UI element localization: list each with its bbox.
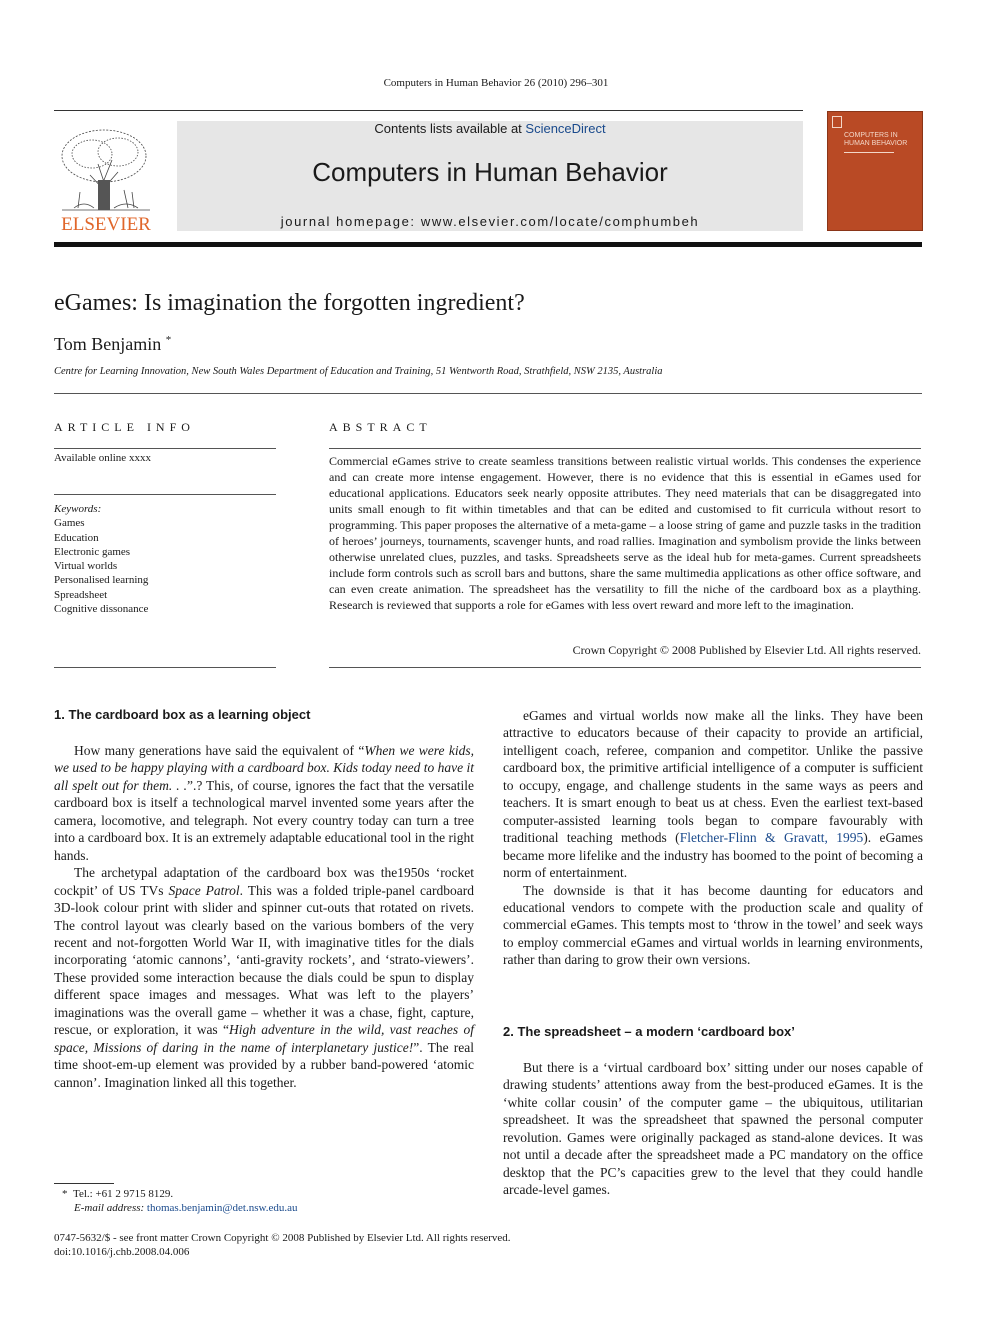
author-name: Tom Benjamin [54, 334, 162, 354]
abstract-copyright: Crown Copyright © 2008 Published by Elsevier Ltd. All rights reserved. [572, 643, 921, 657]
keyword-item: Spreadsheet [54, 588, 108, 601]
article-info-rule [54, 448, 276, 449]
contents-line [177, 121, 803, 136]
author-footnote [62, 1187, 297, 1215]
elsevier-logo [54, 120, 158, 232]
article-title: eGames: Is imagination the forgotten ingredient? [54, 290, 525, 316]
abstract-rule [329, 448, 921, 449]
keyword-item: Education [54, 531, 99, 544]
elsevier-tree-icon [54, 120, 158, 232]
article-info-rule [54, 494, 276, 495]
journal-homepage [177, 214, 803, 229]
journal-reference: Computers in Human Behavior 26 (2010) 296–301 [383, 77, 609, 89]
body-paragraph: How many generations have said the equivalent of “When we were kids, we used to be happy playing with a cardboard box. Kids today need to have it all spelt out for them. . .”.? This, of course, ignores the fact that the versatile cardboard box is itself a technological marvel invented some years after the camera, locomotive, and telegraph. Not every country today can turn a tree into a cardboard box. It is an extremely adaptable educational tool in the right hands. [54, 743, 474, 863]
footnote-mark: * [62, 1188, 68, 1200]
keywords-label: Keywords: [54, 503, 102, 515]
body-paragraph: But there is a ‘virtual cardboard box’ sitting under our noses capable of drawing students’ attentions away from the best-produced eGames. It is the ‘white collar cousin’ of the computer game – the ubiquitous, utilitarian spreadsheet. It was the spreadsheet that spawned the personal computer revolution. Games were originally packaged as stand-alone devices. It was not until a decade after the spreadsheet made a PC mandatory on the office desktop that the PC’s capacities grew to the level that they could handle arcade-level games. [503, 1060, 923, 1198]
article-info-rule [54, 667, 276, 668]
keyword-item: Games [54, 517, 85, 530]
abstract-rule [329, 667, 921, 668]
footnote-rule [54, 1183, 114, 1184]
elsevier-wordmark: ELSEVIER [61, 214, 151, 232]
author-affiliation: Centre for Learning Innovation, New South Wales Department of Education and Training, 51 Wentworth Road, Strathfield, NSW 2135, Australia [54, 366, 663, 377]
page-footer [54, 1231, 511, 1259]
footnote-tel: Tel.: +61 2 9715 8129. [73, 1188, 174, 1200]
abstract-heading: ABSTRACT [329, 420, 432, 434]
available-online: Available online xxxx [54, 452, 151, 464]
affiliation-rule [54, 393, 922, 394]
keyword-item: Electronic games [54, 545, 131, 558]
body-column-left [54, 742, 474, 1091]
journal-header-box [177, 121, 803, 231]
footer-doi[interactable]: doi:10.1016/j.chb.2008.04.006 [54, 1246, 190, 1258]
section-heading: 2. The spreadsheet – a modern ‘cardboard box’ [503, 1024, 795, 1039]
email-link[interactable]: thomas.benjamin@det.nsw.edu.au [146, 1202, 298, 1214]
keyword-item: Cognitive dissonance [54, 603, 149, 616]
article-info-heading: ARTICLE INFO [54, 420, 195, 434]
body-column-right [503, 1059, 923, 1199]
body-paragraph: eGames and virtual worlds now make all the links. They have been attractive to educators because of their capacity to provide an artificial, intelligent coach, referee, companion and competitor. Unlike the passive cardboard box, the primitive artificial intelligence of a computer is sufficient to occupy, engage, and challenge students in the same ways as peers and teachers. It is smart enough to beat us at chess. Even the earliest text-based computer-assisted learning tools began to compare favourably with traditional teaching methods (Fletcher-Flinn & Gravatt, 1995). eGames became more lifelike and the industry has boomed to the point of becoming a norm of entertainment. [503, 708, 924, 881]
keyword-item: Personalised learning [54, 574, 149, 587]
homepage-label: journal homepage: [280, 214, 421, 229]
keyword-item: Virtual worlds [54, 560, 118, 573]
cover-divider [844, 152, 894, 153]
body-column-right [503, 707, 923, 969]
author-line [54, 334, 171, 355]
author-footnote-mark[interactable]: * [165, 334, 172, 346]
header-thick-rule [54, 242, 922, 247]
citation-link[interactable]: Fletcher-Flinn & Gravatt, 1995 [679, 830, 864, 846]
homepage-url[interactable]: www.elsevier.com/locate/comphumbeh [420, 214, 700, 229]
contents-prefix: Contents lists available at [374, 121, 526, 136]
section-heading: 1. The cardboard box as a learning object [54, 707, 311, 722]
abstract-text: Commercial eGames strive to create seamless transitions between realistic virtual worlds. This condenses the experience and can create more intense engagement. However, there is no evidence that this is essential in eGames used for educational applications. Educators seek nearly opposite attributes. They need materials that can be disaggregated into units small enough to fit within timetables and that can be edited and customised to fit curricula without resort to programming. This paper proposes the alternative of a meta-game – a loose string of game and puzzle tasks in the tradition of heroes’ journeys, tournaments, scavenger hunts, and road rallies. Imagination and symbolism provide the links between otherwise unrelated clues, puzzles, and tasks. Spreadsheets serve as the ideal hub for meta-games. Current spreadsheets include form controls such as scroll bars and buttons, share the same multimedia applications as other office software, and can even create animation. The spreadsheet has the versatility to fill the niche of the cardboard box as a plaything. Research is reviewed that supports a role for eGames with less overt reward and more left to the imagination. [329, 454, 921, 612]
cover-title: COMPUTERS IN HUMAN BEHAVIOR [844, 132, 908, 147]
cover-emblem-icon [832, 116, 842, 128]
footer-issn: 0747-5632/$ - see front matter Crown Copyright © 2008 Published by Elsevier Ltd. All rights reserved. [54, 1232, 511, 1244]
header-top-rule [54, 110, 803, 111]
body-paragraph: The downside is that it has become daunting for educators and educational vendors to compete with the production scale and quality of commercial eGames. This tempts most to ‘throw in the towel’ and seek ways to employ commercial eGames and virtual worlds in learning environments, rather than daring to grow their own versions. [503, 882, 923, 968]
keywords-block [54, 502, 148, 616]
journal-name: Computers in Human Behavior [312, 157, 668, 187]
journal-cover-image [827, 111, 923, 231]
body-paragraph: The archetypal adaptation of the cardboard box was the1950s ‘rocket cockpit’ of US TVs Space Patrol. This was a folded triple-panel cardboard 3D-look colour print with slider and spinner cut-outs that rotated on rivets. The control layout was clearly based on the various bombers of the very recent and not-forgotten World War II, with imaginative titles for the dials incorporating ‘atomic cannons’, ‘anti-gravity rockets’, and ‘strato-viewers’. These provided some interaction because the dials could be spun to display different space images and messages. What was left to the players’ imaginations was the overall game – whether it was a chase, fight, capture, rescue, or exploration, it was “High adventure in the wild, vast reaches of space, Missions of daring in the name of interplanetary justice!”. The real time shoot-em-up element was provided by a rubber band-powered ‘atomic cannon’. Imagination linked all this together. [54, 865, 475, 1090]
sciencedirect-link[interactable]: ScienceDirect [525, 121, 606, 136]
email-label: E-mail address: [74, 1202, 145, 1214]
